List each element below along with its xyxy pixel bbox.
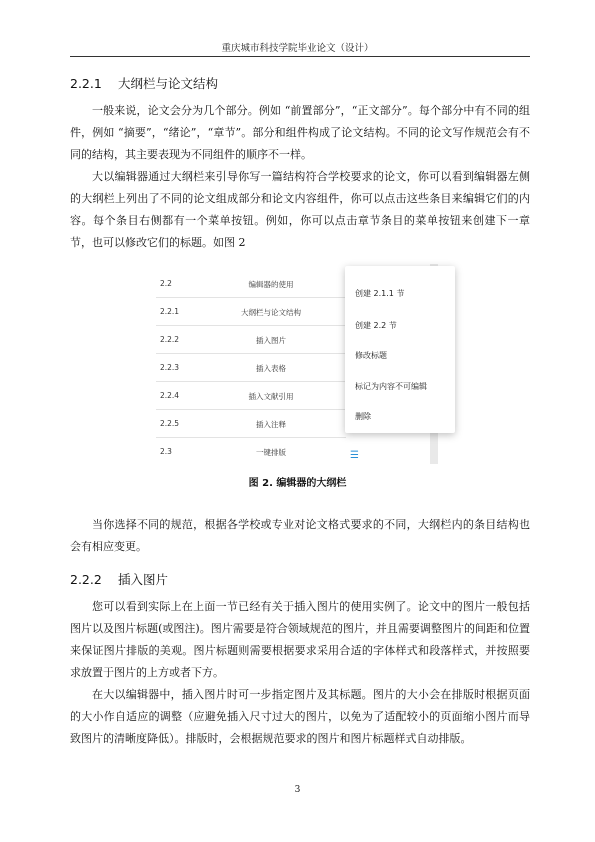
paragraph: 在大以编辑器中，插入图片时可一步指定图片及其标题。图片的大小会在排版时根据页面的大小作自适应的调整（应避免插入尺寸过大的图片，以免为了适配较小的页面缩小图片而导致图片的清晰度降低）。排版时，会根据规范要求的图片和图片标题样式自动排版。 [70, 688, 530, 745]
outline-figure [150, 264, 440, 466]
outline-item-number: 2.2.2 [160, 335, 180, 344]
context-menu [345, 266, 455, 433]
section2-body [70, 596, 530, 750]
paragraph: 一般来说，论文会分为几个部分。例如 “前置部分”，“正文部分”。每个部分中有不同的组件，例如 “摘要”，“绪论”，“章节”。部分和组件构成了论文结构。不同的论文写作规范会有不同的结构，其主要表现为不同组件的顺序不一样。 [70, 104, 530, 161]
outline-item-number: 2.3 [160, 447, 172, 456]
outline-item-title: 插入注释 [256, 420, 286, 429]
running-header: 重庆城市科技学院毕业论文（设计） [221, 43, 374, 54]
page-number: 3 [294, 785, 301, 795]
list-menu-icon[interactable]: ☰ [350, 450, 359, 461]
outline-item-title: 大纲栏与论文结构 [241, 308, 301, 317]
outline-item-title: 一键排版 [256, 448, 286, 457]
outline-item[interactable] [156, 326, 346, 354]
after-figure-body [70, 514, 530, 558]
outline-item-number: 2.2.1 [160, 307, 180, 316]
outline-item[interactable] [156, 410, 346, 438]
section-title: 大纲栏与论文结构 [118, 76, 219, 91]
menu-item-delete[interactable]: 删除 [355, 412, 371, 421]
menu-item-lock-content[interactable]: 标记为内容不可编辑 [355, 382, 427, 391]
section-number: 2.2.2 [70, 572, 102, 587]
outline-item[interactable] [156, 438, 346, 465]
section-number: 2.2.1 [70, 76, 102, 91]
paragraph: 大以编辑器通过大纲栏来引导你写一篇结构符合学校要求的论文，你可以看到编辑器左侧的大纲栏上列出了不同的论文组成部分和论文内容组件，你可以点击这些条目来编辑它们的内容。每个条目右侧都有一个菜单按钮。例如，你可以点击章节条目的菜单按钮来创建下一章节，也可以修改它们的标题。如图 2 [70, 170, 530, 249]
outline-item[interactable] [156, 354, 346, 382]
outline-item-title: 插入表格 [256, 364, 286, 373]
section-heading-2-2-2 [70, 570, 168, 588]
menu-item-create-section[interactable]: 创建 2.2 节 [355, 321, 397, 330]
menu-item-create-subsection[interactable]: 创建 2.1.1 节 [355, 289, 405, 298]
outline-item-number: 2.2.5 [160, 419, 180, 428]
figure-caption: 图 2. 编辑器的大纲栏 [248, 478, 347, 489]
outline-item[interactable] [156, 270, 346, 298]
outline-item-title: 编辑器的使用 [248, 280, 294, 289]
header-rule [70, 56, 530, 57]
outline-item-number: 2.2.4 [160, 391, 180, 400]
paragraph: 当你选择不同的规范，根据各学校或专业对论文格式要求的不同，大纲栏内的条目结构也会有相应变更。 [70, 518, 530, 553]
outline-item-number: 2.2 [160, 279, 172, 288]
section-title: 插入图片 [118, 572, 169, 587]
outline-item[interactable] [156, 382, 346, 410]
outline-item-title: 插入文献引用 [248, 392, 294, 401]
menu-item-rename[interactable]: 修改标题 [355, 351, 387, 360]
section1-body [70, 100, 530, 254]
section-heading-2-2-1 [70, 74, 218, 92]
outline-item[interactable] [156, 298, 346, 326]
outline-item-title: 插入图片 [256, 336, 286, 345]
outline-item-number: 2.2.3 [160, 363, 180, 372]
paragraph: 您可以看到实际上在上面一节已经有关于插入图片的使用实例了。论文中的图片一般包括图片以及图片标题(或图注)。图片需要是符合领域规范的图片，并且需要调整图片的间距和位置来保证图片排版的美观。图片标题则需要根据要求采用合适的字体样式和段落样式，并按照要求放置于图片的上方或者下方。 [70, 600, 530, 679]
